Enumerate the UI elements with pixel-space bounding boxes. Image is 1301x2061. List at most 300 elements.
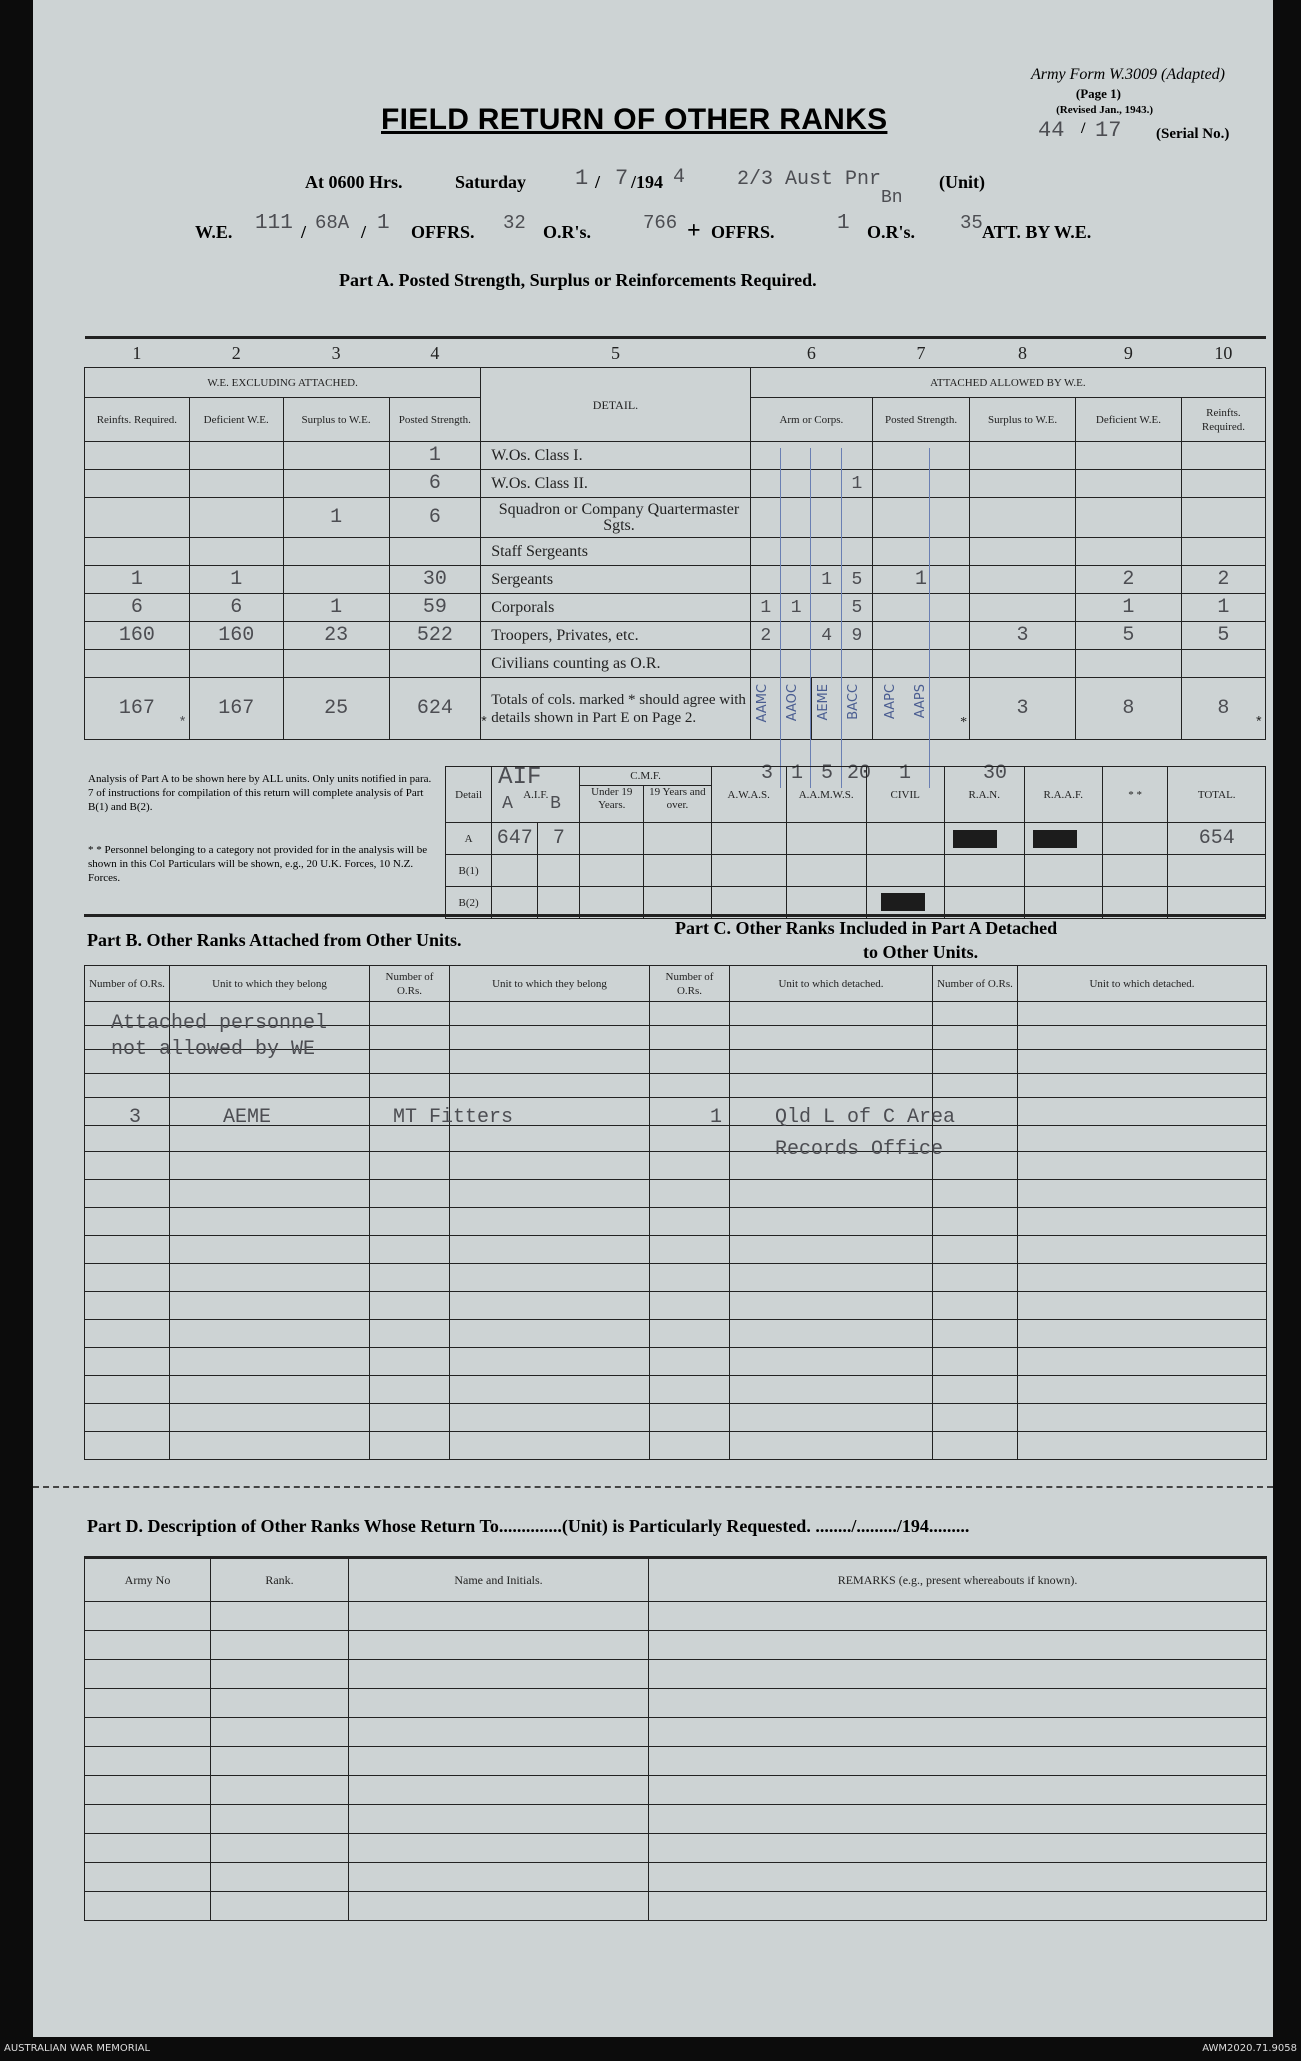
- part-bc-cell: [85, 1152, 170, 1180]
- detail-cell: Troopers, Privates, etc.: [481, 622, 751, 650]
- part-bc-cell: [85, 1208, 170, 1236]
- part-bc-cell: [650, 1264, 730, 1292]
- date-month: 7: [615, 166, 629, 191]
- part-d-cell: [85, 1602, 211, 1631]
- deficient-cell: 1: [189, 566, 283, 594]
- part-bc-cell: [170, 1432, 370, 1460]
- col-number: 10: [1181, 338, 1265, 368]
- arm-cell: 1: [781, 594, 812, 622]
- part-bc-row: [85, 1292, 1267, 1320]
- part-bc-cell: [85, 1292, 170, 1320]
- arm-cell: 1: [842, 470, 873, 498]
- we-value-2: 68A: [315, 212, 350, 234]
- reinfts-att-cell: [1181, 538, 1265, 566]
- page-title: FIELD RETURN OF OTHER RANKS: [381, 103, 888, 136]
- surplus-cell: 1: [283, 594, 389, 622]
- part-bc-cell: [1018, 1376, 1267, 1404]
- serial-label: (Serial No.): [1156, 126, 1230, 142]
- part-bc-cell: [450, 1002, 650, 1026]
- posted-cell: 1: [389, 442, 481, 470]
- col-number: 6: [750, 338, 872, 368]
- part-bc-cell: [1018, 1320, 1267, 1348]
- deficient-cell: 160: [189, 622, 283, 650]
- surplus-att-cell: [970, 594, 1076, 622]
- part-bc-cell: [85, 1180, 170, 1208]
- deficient-att-cell: [1075, 470, 1181, 498]
- part-bc-cell: [1018, 1264, 1267, 1292]
- part-bc-cell: [1018, 1180, 1267, 1208]
- part-bc-cell: [370, 1050, 450, 1074]
- part-bc-cell: [85, 1074, 170, 1098]
- reinfts-cell: [85, 498, 190, 538]
- part-bc-cell: [450, 1050, 650, 1074]
- surplus-cell: [283, 442, 389, 470]
- part-d-header: Army No: [85, 1558, 211, 1602]
- part-bc-cell: [170, 1376, 370, 1404]
- form-number: Army Form W.3009 (Adapted): [1030, 66, 1225, 83]
- part-bc-cell: [370, 1432, 450, 1460]
- deficient-att-cell: 5: [1075, 622, 1181, 650]
- part-bc-cell: [370, 1404, 450, 1432]
- arm-cell: [811, 498, 842, 538]
- deficient-cell: 6: [189, 594, 283, 622]
- part-bc-cell: [450, 1208, 650, 1236]
- part-bc-cell: [370, 1320, 450, 1348]
- column-header: Reinfts. Required.: [85, 398, 190, 442]
- part-bc-cell: [170, 1320, 370, 1348]
- part-bc-cell: [730, 1348, 933, 1376]
- reinfts-cell: [85, 442, 190, 470]
- part-bc-cell: [370, 1348, 450, 1376]
- analysis-header: A.A.M.W.S.: [786, 767, 866, 823]
- part-bc-cell: [1018, 1236, 1267, 1264]
- footer-right: AWM2020.71.9058: [1202, 2043, 1297, 2054]
- year-prefix: /194: [631, 172, 664, 192]
- part-d-cell: [349, 1747, 649, 1776]
- analysis-header: R.A.A.F.: [1024, 767, 1102, 823]
- part-bc-row: [85, 1126, 1267, 1152]
- part-d-cell: [211, 1602, 349, 1631]
- part-bc-cell: [1018, 1404, 1267, 1432]
- form-revised: (Revised Jan., 1943.): [1056, 104, 1153, 116]
- surplus-cell: [283, 538, 389, 566]
- arm-cell: [750, 650, 781, 678]
- analysis-row-label: B(1): [446, 855, 492, 887]
- part-a-row: [85, 566, 1266, 594]
- part-bc-cell: [85, 1320, 170, 1348]
- offrs-value: 32: [503, 212, 526, 234]
- detail-cell: Corporals: [481, 594, 751, 622]
- part-d-cell: [85, 1689, 211, 1718]
- part-bc-row: [85, 1152, 1267, 1180]
- part-bc-cell: [650, 1152, 730, 1180]
- arm-cell: [750, 566, 781, 594]
- arm-cell: [781, 538, 812, 566]
- part-c-entry-unit-2: Records Office: [775, 1138, 944, 1161]
- arm-abbrev: AEME: [815, 684, 831, 721]
- part-d-title: Part D. Description of Other Ranks Whose Return To..............(Unit) is Particularly Requested. ......../........./194.........: [87, 1516, 970, 1536]
- part-bc-cell: [450, 1152, 650, 1180]
- detail-cell: Civilians counting as O.R.: [481, 650, 751, 678]
- part-d-cell: [349, 1660, 649, 1689]
- col-number: 5: [481, 338, 751, 368]
- analysis-total: 654: [1168, 823, 1266, 855]
- surplus-att-cell: [970, 538, 1076, 566]
- part-bc-cell: [450, 1026, 650, 1050]
- footer: [0, 2037, 1301, 2061]
- analysis-header: A.I.F.: [523, 788, 549, 801]
- part-d-cell: [211, 1747, 349, 1776]
- part-bc-cell: [450, 1126, 650, 1152]
- part-a-row: [85, 650, 1266, 678]
- redaction-block: [1033, 830, 1077, 848]
- column-header: Reinfts. Required.: [1181, 398, 1265, 442]
- part-bc-cell: [933, 1432, 1018, 1460]
- reinfts-att-cell: [1181, 650, 1265, 678]
- part-bc-cell: [85, 1236, 170, 1264]
- part-d-cell: [649, 1747, 1267, 1776]
- arm-abbrev: AAOC: [785, 684, 801, 722]
- part-d-cell: [649, 1863, 1267, 1892]
- part-a-title: Part A. Posted Strength, Surplus or Reinforcements Required.: [339, 270, 817, 290]
- part-bc-cell: [933, 1180, 1018, 1208]
- analysis-header: C.M.F.: [580, 767, 710, 786]
- surplus-att-cell: [970, 470, 1076, 498]
- posted-cell: 522: [389, 622, 481, 650]
- part-d-row: [85, 1805, 1267, 1834]
- part-bc-cell: [933, 1208, 1018, 1236]
- part-bc-row: [85, 1376, 1267, 1404]
- part-b-header: Number of O.Rs.: [370, 966, 450, 1002]
- we-value-3: 1: [377, 212, 390, 235]
- posted-cell: 30: [389, 566, 481, 594]
- part-bc-cell: [650, 1432, 730, 1460]
- surplus-cell: 1: [283, 498, 389, 538]
- left-group-header: W.E. EXCLUDING ATTACHED.: [85, 368, 481, 398]
- detail-cell: Sergeants: [481, 566, 751, 594]
- part-d-cell: [649, 1805, 1267, 1834]
- part-bc-cell: [450, 1432, 650, 1460]
- part-bc-cell: [370, 1026, 450, 1050]
- arm-cell: [842, 442, 873, 470]
- arm-cell: 5: [842, 594, 873, 622]
- analysis-header: A.W.A.S.: [711, 767, 786, 823]
- part-bc-cell: [933, 1050, 1018, 1074]
- part-bc-cell: [370, 1376, 450, 1404]
- part-bc-cell: [933, 1074, 1018, 1098]
- arm-cell: [781, 498, 812, 538]
- part-d-row: [85, 1602, 1267, 1631]
- part-d-cell: [211, 1776, 349, 1805]
- part-d-cell: [349, 1892, 649, 1921]
- form-page: (Page 1): [1075, 86, 1121, 101]
- part-bc-cell: [370, 1292, 450, 1320]
- arm-cell: 4: [811, 622, 842, 650]
- surplus-att-cell: 3: [970, 622, 1076, 650]
- time-label: At 0600 Hrs.: [305, 172, 403, 192]
- part-bc-cell: [933, 1348, 1018, 1376]
- part-d-row: [85, 1689, 1267, 1718]
- part-bc-cell: [1018, 1002, 1267, 1026]
- part-d-cell: [649, 1602, 1267, 1631]
- part-d-cell: [85, 1863, 211, 1892]
- part-bc-cell: [450, 1404, 650, 1432]
- att-label: ATT. BY W.E.: [982, 222, 1092, 242]
- part-bc-cell: [170, 1126, 370, 1152]
- reinfts-cell: 1: [85, 566, 190, 594]
- posted-cell: 6: [389, 498, 481, 538]
- total-surplus: 25: [283, 678, 389, 740]
- part-bc-cell: [933, 1026, 1018, 1050]
- part-bc-cell: [650, 1074, 730, 1098]
- part-bc-cell: [730, 1376, 933, 1404]
- part-bc-cell: [370, 1074, 450, 1098]
- part-bc-row: [85, 1208, 1267, 1236]
- column-header: Deficient W.E.: [189, 398, 283, 442]
- total-deficient: 167: [189, 678, 283, 740]
- part-bc-row: [85, 1236, 1267, 1264]
- offrs2-value: 1: [837, 212, 850, 235]
- arm-cell: [811, 470, 842, 498]
- reinfts-cell: [85, 470, 190, 498]
- part-a-row: [85, 622, 1266, 650]
- total-c9: 8: [1075, 678, 1181, 740]
- part-bc-cell: [730, 1292, 933, 1320]
- part-bc-cell: [650, 1292, 730, 1320]
- part-bc-cell: [450, 1180, 650, 1208]
- deficient-cell: [189, 650, 283, 678]
- part-bc-cell: [370, 1264, 450, 1292]
- part-bc-cell: [1018, 1152, 1267, 1180]
- column-header: Arm or Corps.: [750, 398, 872, 442]
- analysis-header: Detail: [446, 767, 492, 823]
- c7-abbrev: AAPC: [882, 684, 898, 720]
- offrs-label: OFFRS.: [411, 222, 475, 242]
- part-bc-cell: [1018, 1126, 1267, 1152]
- surplus-cell: 23: [283, 622, 389, 650]
- part-bc-cell: [730, 1074, 933, 1098]
- part-b-header: Unit to which they belong: [170, 966, 370, 1002]
- part-bc-cell: [170, 1208, 370, 1236]
- part-d-cell: [211, 1660, 349, 1689]
- footer-left: AUSTRALIAN WAR MEMORIAL: [4, 2043, 151, 2054]
- part-bc-cell: [370, 1152, 450, 1180]
- part-bc-cell: [1018, 1292, 1267, 1320]
- part-d-table: [84, 1556, 1267, 1921]
- part-d-cell: [349, 1776, 649, 1805]
- analysis-row-label: A: [446, 823, 492, 855]
- part-bc-cell: [933, 1292, 1018, 1320]
- part-d-cell: [349, 1602, 649, 1631]
- part-bc-cell: [730, 1236, 933, 1264]
- part-a-row: [85, 470, 1266, 498]
- part-bc-cell: [933, 1264, 1018, 1292]
- part-bc-cell: [170, 1404, 370, 1432]
- part-d-cell: [85, 1747, 211, 1776]
- arm-cell: [842, 538, 873, 566]
- deficient-att-cell: [1075, 498, 1181, 538]
- posted-cell: 59: [389, 594, 481, 622]
- part-d-cell: [349, 1834, 649, 1863]
- col-number: 4: [389, 338, 481, 368]
- col-number: 8: [970, 338, 1076, 368]
- arm-total: 20: [847, 762, 872, 785]
- part-bc-cell: [933, 1126, 1018, 1152]
- part-bc-cell: [85, 1404, 170, 1432]
- posted-att-cell: [872, 498, 969, 538]
- part-bc-cell: [1018, 1432, 1267, 1460]
- reinfts-cell: [85, 538, 190, 566]
- total-reinfts: 167: [118, 697, 155, 720]
- part-bc-cell: [1018, 1074, 1267, 1098]
- ors2-value: 35: [960, 212, 983, 234]
- deficient-cell: [189, 538, 283, 566]
- part-b-note-1: Attached personnel: [111, 1012, 328, 1035]
- arm-total: 3: [761, 762, 774, 785]
- analysis-row-label: B(2): [446, 887, 492, 919]
- arm-cell: 1: [750, 594, 781, 622]
- reinfts-att-cell: [1181, 442, 1265, 470]
- part-bc-cell: [650, 1320, 730, 1348]
- part-bc-cell: [650, 1208, 730, 1236]
- part-d-header: Rank.: [211, 1558, 349, 1602]
- redaction-block: [953, 830, 997, 848]
- part-d-cell: [85, 1776, 211, 1805]
- part-c-entry-num: 1: [710, 1106, 723, 1129]
- year-digit: 4: [673, 166, 686, 189]
- posted-cell: 6: [389, 470, 481, 498]
- arm-abbrev: AAMC: [754, 684, 770, 723]
- unit-label: (Unit): [939, 172, 985, 192]
- part-d-cell: [211, 1631, 349, 1660]
- part-bc-cell: [85, 1432, 170, 1460]
- part-d-cell: [649, 1718, 1267, 1747]
- deficient-att-cell: [1075, 538, 1181, 566]
- right-group-header: ATTACHED ALLOWED BY W.E.: [750, 368, 1265, 398]
- analysis-header: TOTAL.: [1168, 767, 1266, 823]
- part-bc-cell: [933, 1236, 1018, 1264]
- analysis-note-1: Analysis of Part A to be shown here by ALL units. Only units notified in para. 7 of instructions for compilation of this return will complete analysis of Part B(1) and B(2).: [88, 773, 432, 813]
- arm-cell: [811, 538, 842, 566]
- part-bc-cell: [450, 1376, 650, 1404]
- posted-att-cell: [872, 442, 969, 470]
- part-bc-cell: [85, 1126, 170, 1152]
- part-d-row: [85, 1631, 1267, 1660]
- part-d-row: [85, 1892, 1267, 1921]
- part-d-cell: [649, 1776, 1267, 1805]
- part-bc-cell: [650, 1050, 730, 1074]
- totals-detail: Totals of cols. marked * should agree with details shown in Part E on Page 2.: [481, 678, 751, 740]
- arm-cell: 1: [811, 566, 842, 594]
- part-bc-cell: [933, 1002, 1018, 1026]
- part-d-cell: [649, 1689, 1267, 1718]
- part-d-cell: [349, 1689, 649, 1718]
- arm-cell: 5: [842, 566, 873, 594]
- arm-cell: [750, 538, 781, 566]
- arm-cell: [781, 566, 812, 594]
- deficient-cell: [189, 442, 283, 470]
- serial-value-a: 44: [1038, 118, 1065, 143]
- detail-cell: W.Os. Class I.: [481, 442, 751, 470]
- total-c8: 3: [970, 678, 1076, 740]
- part-bc-cell: [650, 1002, 730, 1026]
- col-number: 2: [189, 338, 283, 368]
- posted-att-cell: 1: [872, 566, 969, 594]
- part-bc-cell: [1018, 1026, 1267, 1050]
- part-bc-cell: [730, 1264, 933, 1292]
- part-d-row: [85, 1776, 1267, 1805]
- part-bc-cell: [730, 1208, 933, 1236]
- arm-cell: [750, 470, 781, 498]
- part-bc-cell: [450, 1264, 650, 1292]
- reinfts-att-cell: 5: [1181, 622, 1265, 650]
- deficient-att-cell: [1075, 650, 1181, 678]
- part-a-row: [85, 442, 1266, 470]
- posted-att-cell: [872, 538, 969, 566]
- deficient-att-cell: 1: [1075, 594, 1181, 622]
- analysis-header: CIVIL: [866, 767, 944, 823]
- analysis-note-2: * * Personnel belonging to a category not provided for in the analysis will be shown in this Col Particulars will be shown, e.g., 20 U.K. Forces, 10 N.Z. Forces.: [88, 844, 428, 884]
- part-bc-cell: [650, 1404, 730, 1432]
- part-d-cell: [649, 1834, 1267, 1863]
- part-bc-cell: [450, 1292, 650, 1320]
- part-d-cell: [85, 1805, 211, 1834]
- redaction-block: [881, 893, 925, 911]
- part-bc-cell: [650, 1376, 730, 1404]
- part-bc-cell: [170, 1348, 370, 1376]
- part-bc-cell: [730, 1432, 933, 1460]
- part-bc-row: [85, 1432, 1267, 1460]
- part-bc-cell: [370, 1236, 450, 1264]
- deficient-att-cell: 2: [1075, 566, 1181, 594]
- part-bc-cell: [450, 1074, 650, 1098]
- part-bc-cell: [170, 1292, 370, 1320]
- part-bc-cell: [650, 1026, 730, 1050]
- part-c-entry-unit-1: Qld L of C Area: [775, 1106, 956, 1129]
- plus-sign: +: [687, 218, 701, 244]
- perforation-line: [33, 1486, 1273, 1488]
- part-bc-cell: [730, 1026, 933, 1050]
- part-bc-cell: [650, 1236, 730, 1264]
- part-bc-cell: [933, 1320, 1018, 1348]
- part-bc-cell: [370, 1180, 450, 1208]
- part-bc-cell: [85, 1264, 170, 1292]
- part-c-title-1: Part C. Other Ranks Included in Part A Detached: [675, 918, 1058, 938]
- part-d-cell: [349, 1805, 649, 1834]
- part-d-cell: [85, 1660, 211, 1689]
- part-b-entry-unit-2: MT Fitters: [393, 1106, 514, 1129]
- detail-cell: Squadron or Company Quartermaster Sgts.: [481, 498, 751, 538]
- deficient-cell: [189, 498, 283, 538]
- part-b-header: Unit to which they belong: [450, 966, 650, 1002]
- ors2-label: O.R's.: [867, 222, 916, 242]
- part-bc-cell: [1018, 1208, 1267, 1236]
- reinfts-cell: [85, 650, 190, 678]
- day-label: Saturday: [455, 172, 527, 192]
- part-bc-cell: [170, 1074, 370, 1098]
- part-a-row: [85, 538, 1266, 566]
- col-number: 1: [85, 338, 190, 368]
- part-bc-cell: [730, 1320, 933, 1348]
- posted-cell: [389, 538, 481, 566]
- analysis-table: [445, 766, 1266, 919]
- part-bc-cell: [730, 1002, 933, 1026]
- analysis-header: 19 Years and over.: [649, 786, 706, 811]
- part-c-header: Number of O.Rs.: [933, 966, 1018, 1002]
- analysis-header: R.A.N.: [944, 767, 1024, 823]
- ors-value: 766: [643, 212, 678, 234]
- part-bc-cell: [1018, 1050, 1267, 1074]
